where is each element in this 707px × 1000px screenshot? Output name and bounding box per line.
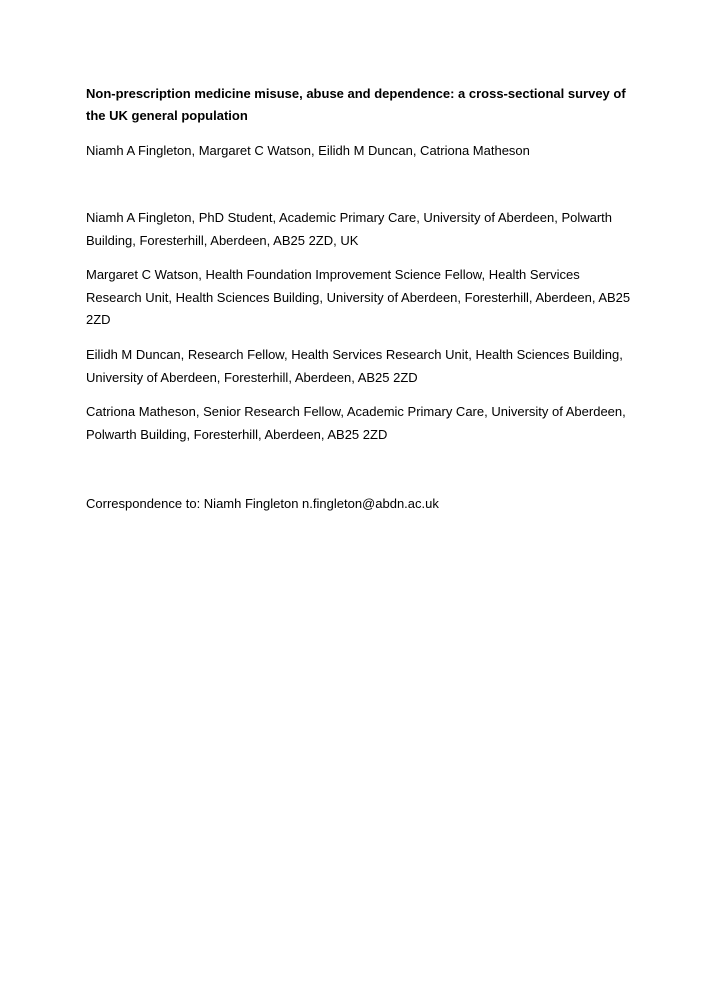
affiliation-matheson: Catriona Matheson, Senior Research Fellow, Academic Primary Care, University of Aberdeen, Polwarth Building, Foresterhill, Aberdeen, AB25 2ZD bbox=[86, 404, 626, 442]
affiliation-fingleton: Niamh A Fingleton, PhD Student, Academic Primary Care, University of Aberdeen, Polwarth Building, Foresterhill, Aberdeen, AB25 2ZD, UK bbox=[86, 210, 613, 248]
author-list: Niamh A Fingleton, Margaret C Watson, Eilidh M Duncan, Catriona Matheson bbox=[86, 143, 530, 158]
affiliation-watson: Margaret C Watson, Health Foundation Improvement Science Fellow, Health Services Research Unit, Health Sciences Building, University of Aberdeen, Foresterhill, Aberdeen, AB25 2ZD bbox=[86, 267, 631, 327]
affiliation-duncan: Eilidh M Duncan, Research Fellow, Health Services Research Unit, Health Sciences Building, University of Aberdeen, Foresterhill, Aberdeen, AB25 2ZD bbox=[86, 347, 623, 385]
paper-title: Non-prescription medicine misuse, abuse and dependence: a cross-sectional survey of the UK general population bbox=[86, 86, 626, 123]
correspondence-line: Correspondence to: Niamh Fingleton n.fingleton@abdn.ac.uk bbox=[86, 496, 439, 511]
